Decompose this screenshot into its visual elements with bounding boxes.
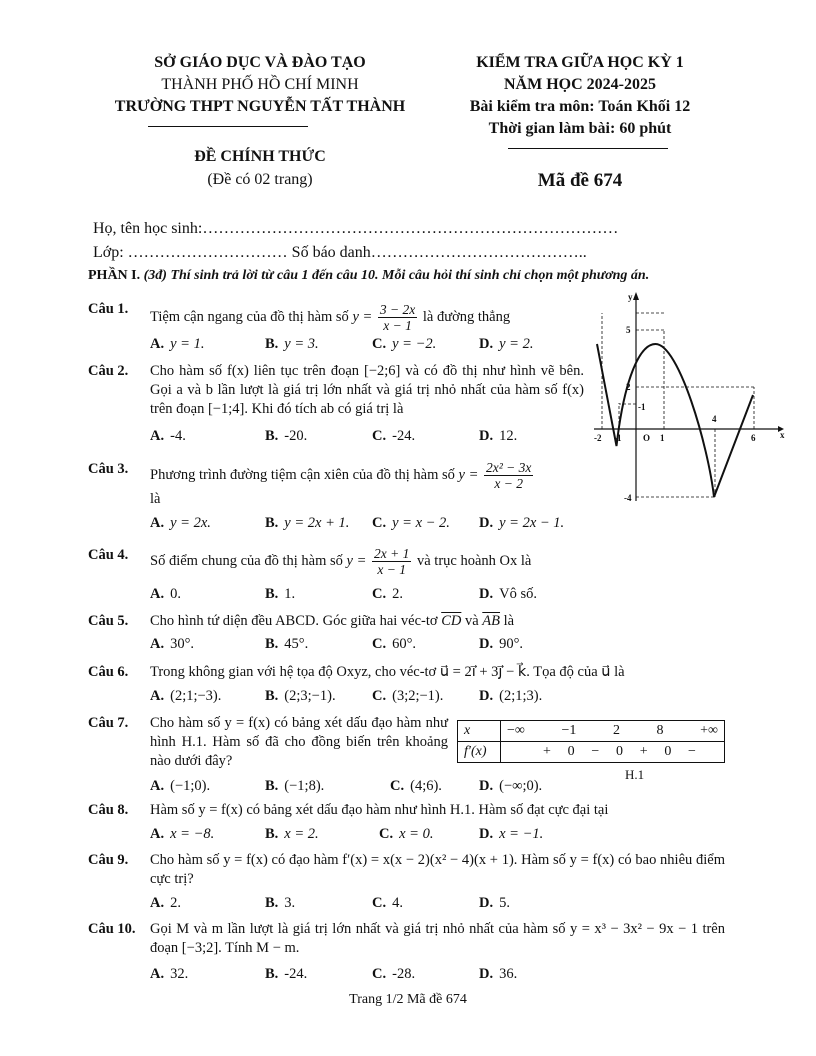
option-letter: D. <box>479 428 494 444</box>
q4-frac-den: x − 1 <box>377 562 406 577</box>
q7-option-b[interactable] <box>265 778 324 795</box>
question-6 <box>88 663 708 685</box>
q1-fraction <box>378 302 417 333</box>
option-letter: C. <box>372 636 387 652</box>
option-letter: D. <box>479 586 494 602</box>
option-letter: A. <box>150 688 165 704</box>
option-text: 45°. <box>284 636 309 652</box>
q3-frac-num: 2x² − 3x <box>486 460 532 475</box>
question-text <box>150 302 510 333</box>
option-text: 0. <box>170 586 181 602</box>
q4-lhs: y = <box>346 552 367 569</box>
option-text: -20. <box>284 428 308 444</box>
x-label-1: 1 <box>660 433 665 443</box>
option-text: (2;1;−3). <box>170 688 222 704</box>
function-graph <box>588 286 788 516</box>
exam-code: Mã đề 674 <box>537 170 623 191</box>
option-letter: A. <box>150 428 165 444</box>
option-letter: B. <box>265 778 279 794</box>
option-letter: B. <box>265 826 279 842</box>
option-letter: A. <box>150 826 165 842</box>
option-text: 3. <box>284 895 296 911</box>
q5-option-c[interactable] <box>372 636 416 653</box>
q2-option-c[interactable] <box>372 428 415 445</box>
option-text: 5. <box>499 895 510 911</box>
q4-fraction <box>372 546 411 577</box>
option-letter: B. <box>265 966 279 982</box>
sign-1: + <box>543 744 551 759</box>
option-text: y = 2x + 1. <box>284 515 350 531</box>
q9-option-a[interactable] <box>150 895 181 912</box>
option-letter: B. <box>265 515 279 531</box>
page-footer: Trang 1/2 Mã đề 674 <box>349 992 467 1007</box>
option-letter: D. <box>479 895 494 911</box>
y-label-neg4: -4 <box>624 493 632 503</box>
student-class-line: Lớp: ………………………… Số báo danh………………………………….. <box>93 244 587 261</box>
option-letter: B. <box>265 336 279 352</box>
x-neg-inf: −∞ <box>507 723 525 738</box>
q6-option-a[interactable] <box>150 688 221 705</box>
question-text: Cho hàm số y = f(x) có đạo hàm f′(x) = x(x − 2)(x² − 4)(x + 1). Hàm số y = f(x) có bao nhiêu điểm cực trị? <box>150 852 725 887</box>
option-text: Vô số. <box>499 586 537 602</box>
q5-option-a[interactable] <box>150 636 194 653</box>
option-text: 30°. <box>170 636 195 652</box>
option-letter: A. <box>150 636 165 652</box>
option-letter: D. <box>479 778 494 794</box>
option-letter: C. <box>390 778 405 794</box>
option-text: (4;6). <box>410 778 442 794</box>
x-label-neg1: -1 <box>614 433 622 443</box>
q3-option-a[interactable] <box>150 515 211 532</box>
q6-option-b[interactable] <box>265 688 336 705</box>
option-text: y = 1. <box>170 336 205 352</box>
option-letter: C. <box>372 966 387 982</box>
q1-frac-den: x − 1 <box>383 318 412 333</box>
q10-option-d[interactable] <box>479 966 517 983</box>
official-label: ĐỀ CHÍNH THỨC <box>194 148 326 165</box>
question-number: Câu 2. <box>88 363 129 379</box>
subject: Bài kiểm tra môn: Toán Khối 12 <box>469 98 691 115</box>
q10-option-b[interactable] <box>265 966 307 983</box>
q3-option-b[interactable] <box>265 515 349 532</box>
y-axis-label: y <box>628 292 633 302</box>
origin-label: O <box>643 433 651 443</box>
option-text: 60°. <box>392 636 417 652</box>
option-text: y = 3. <box>284 336 319 352</box>
q4-option-b[interactable] <box>265 586 295 603</box>
q8-option-b[interactable] <box>265 826 319 843</box>
q2-option-a[interactable] <box>150 428 186 445</box>
department-name: SỞ GIÁO DỤC VÀ ĐÀO TẠO <box>154 54 366 71</box>
question-text: Gọi M và m lần lượt là giá trị lớn nhất và giá trị nhỏ nhất của hàm số y = x³ − 3x² − 9x − 1 trên đoạn [−3;2]. Tính M − m. <box>150 921 725 956</box>
q7-option-c[interactable] <box>390 778 442 795</box>
page-count-note: (Đề có 02 trang) <box>207 171 313 188</box>
option-letter: B. <box>265 428 279 444</box>
q4-option-c[interactable] <box>372 586 403 603</box>
option-letter: A. <box>150 586 165 602</box>
y-label-neg1: -1 <box>638 402 646 412</box>
x-axis-label: x <box>780 430 785 440</box>
option-letter: C. <box>372 336 387 352</box>
q1-frac-num: 3 − 2x <box>379 302 416 317</box>
q2-option-d[interactable] <box>479 428 517 445</box>
option-text: -24. <box>284 966 308 982</box>
option-letter: D. <box>479 966 494 982</box>
q3-frac-den: x − 2 <box>494 476 524 491</box>
q3-option-c[interactable] <box>372 515 450 532</box>
question-text: Hàm số y = f(x) có bảng xét dấu đạo hàm như hình H.1. Hàm số đạt cực đại tại <box>150 802 609 818</box>
sign-table-x-values <box>501 721 725 742</box>
question-number: Câu 5. <box>88 613 129 629</box>
zero-2: 0 <box>615 744 623 759</box>
sign-table-signs <box>501 742 725 763</box>
part-instructions: (3đ) Thí sinh trả lời từ câu 1 đến câu 10. Mỗi câu hỏi thí sinh chỉ chọn một phương án. <box>143 268 650 283</box>
option-text: y = −2. <box>392 336 437 352</box>
question-number: Câu 1. <box>88 301 129 317</box>
q1-text-before: Tiệm cận ngang của đồ thị hàm số <box>150 308 349 325</box>
question-8 <box>88 801 708 823</box>
q5-text-before: Cho hình tứ diện đều ABCD. Góc giữa hai véc-tơ <box>150 613 438 629</box>
q10-option-c[interactable] <box>372 966 415 983</box>
option-text: (3;2;−1). <box>392 688 444 704</box>
q4-option-d[interactable] <box>479 586 537 603</box>
option-letter: C. <box>372 586 387 602</box>
q8-option-d[interactable] <box>479 826 543 843</box>
option-text: -28. <box>392 966 416 982</box>
q5-text-after: là <box>503 613 515 629</box>
question-number: Câu 7. <box>88 715 129 731</box>
x-label-4: 4 <box>712 414 717 424</box>
option-text: -4. <box>170 428 186 444</box>
option-text: -24. <box>392 428 416 444</box>
option-text: x = −1. <box>499 826 544 842</box>
q4-text-after: và trục hoành Ox là <box>417 552 532 569</box>
q4-option-a[interactable] <box>150 586 181 603</box>
option-letter: B. <box>265 636 279 652</box>
option-letter: D. <box>479 515 494 531</box>
question-text <box>150 460 535 491</box>
option-letter: C. <box>379 826 394 842</box>
option-text: y = 2x. <box>170 515 211 531</box>
option-letter: C. <box>372 895 387 911</box>
option-letter: C. <box>372 515 387 531</box>
question-text: Cho hàm số y = f(x) có bảng xét dấu đạo hàm như hình H.1. Hàm số đã cho đồng biến trên khoảng nào dưới đây? <box>150 715 448 769</box>
question-4 <box>88 546 648 586</box>
q4-text-before: Số điểm chung của đồ thị hàm số <box>150 552 343 569</box>
header-divider-right <box>508 148 668 149</box>
q1-option-c[interactable] <box>372 336 436 353</box>
sign-table-row-x <box>458 721 725 742</box>
sign-table <box>457 720 725 763</box>
x-label-neg2: -2 <box>594 433 602 443</box>
option-letter: B. <box>265 586 279 602</box>
option-text: (−∞;0). <box>499 778 543 794</box>
header-divider-left <box>148 126 308 127</box>
q1-option-a[interactable] <box>150 336 204 353</box>
option-text: x = 2. <box>284 826 319 842</box>
q1-lhs: y = <box>352 308 373 325</box>
sign-table-header-fprime: f′(x) <box>458 742 501 763</box>
option-text: (−1;0). <box>170 778 211 794</box>
q10-option-a[interactable] <box>150 966 188 983</box>
option-text: 12. <box>499 428 518 444</box>
sign-2: − <box>591 744 600 759</box>
y-axis-arrow <box>633 292 639 300</box>
question-9 <box>88 851 728 891</box>
option-text: 4. <box>392 895 403 911</box>
q5-mid: và <box>464 613 479 629</box>
q1-option-b[interactable] <box>265 336 319 353</box>
sign-table-row-fprime <box>458 742 725 763</box>
option-text: y = x − 2. <box>392 515 450 531</box>
q9-option-c[interactable] <box>372 895 403 912</box>
question-text <box>150 612 514 631</box>
option-letter: D. <box>479 636 494 652</box>
q1-text-after: là đường thẳng <box>422 308 511 325</box>
zero-1: 0 <box>567 744 575 759</box>
option-letter: A. <box>150 895 165 911</box>
question-7 <box>88 714 448 774</box>
option-letter: A. <box>150 515 165 531</box>
question-number: Câu 10. <box>88 921 136 937</box>
question-2 <box>88 362 588 422</box>
question-number: Câu 3. <box>88 461 129 477</box>
sign-table-caption: H.1 <box>625 767 645 782</box>
city-name: THÀNH PHỐ HỒ CHÍ MINH <box>161 76 359 93</box>
x-pos-inf: +∞ <box>700 723 718 738</box>
x-8: 8 <box>656 723 664 738</box>
zero-3: 0 <box>664 744 672 759</box>
part-heading <box>88 268 649 284</box>
q9-option-d[interactable] <box>479 895 510 912</box>
y-label-5: 5 <box>626 325 631 335</box>
student-name-line: Họ, tên học sinh:…………………………………………………………………… <box>93 220 619 237</box>
option-text: 90°. <box>499 636 524 652</box>
q7-option-a[interactable] <box>150 778 210 795</box>
option-letter: A. <box>150 778 165 794</box>
option-letter: D. <box>479 826 494 842</box>
q9-option-b[interactable] <box>265 895 295 912</box>
option-text: x = 0. <box>399 826 434 842</box>
question-number: Câu 9. <box>88 852 129 868</box>
q2-option-b[interactable] <box>265 428 307 445</box>
function-curve <box>597 344 753 497</box>
option-letter: B. <box>265 688 279 704</box>
q3-text-before: Phương trình đường tiệm cận xiên của đồ thị hàm số <box>150 466 455 483</box>
option-text: x = −8. <box>170 826 215 842</box>
option-letter: B. <box>265 895 279 911</box>
question-number: Câu 6. <box>88 664 129 680</box>
x-minus-1: −1 <box>561 723 577 738</box>
x-2: 2 <box>612 723 620 738</box>
q6-option-c[interactable] <box>372 688 443 705</box>
option-text: 32. <box>170 966 189 982</box>
option-text: y = 2. <box>499 336 534 352</box>
option-text: 2. <box>170 895 181 911</box>
option-letter: D. <box>479 688 494 704</box>
q5-option-d[interactable] <box>479 636 523 653</box>
sign-table-header-x: x <box>458 721 501 742</box>
q5-option-b[interactable] <box>265 636 308 653</box>
guide-lines <box>602 313 754 497</box>
q3-text-after: là <box>150 491 161 507</box>
question-number: Câu 8. <box>88 802 129 818</box>
q4-frac-num: 2x + 1 <box>374 546 410 561</box>
question-text <box>150 546 531 577</box>
sign-3: + <box>639 744 648 759</box>
q8-option-c[interactable] <box>379 826 433 843</box>
question-number: Câu 4. <box>88 547 129 563</box>
question-5 <box>88 612 688 634</box>
option-text: 36. <box>499 966 518 982</box>
vector-cd: $\overline{CD}$ <box>441 613 462 629</box>
option-letter: C. <box>372 688 387 704</box>
option-text: 2. <box>392 586 403 602</box>
q7-option-d[interactable] <box>479 778 542 795</box>
vector-ab: $\overline{AB}$ <box>482 613 501 629</box>
option-text: (2;1;3). <box>499 688 543 704</box>
option-text: (−1;8). <box>284 778 325 794</box>
option-letter: A. <box>150 966 165 982</box>
part-title: PHẦN I. <box>88 268 141 283</box>
q3-option-d[interactable] <box>479 515 564 532</box>
question-10 <box>88 920 728 960</box>
option-text: (2;3;−1). <box>284 688 336 704</box>
school-year: NĂM HỌC 2024-2025 <box>504 76 656 93</box>
school-name: TRƯỜNG THPT NGUYỄN TẤT THÀNH <box>114 98 406 115</box>
q3-lhs: y = <box>458 466 479 483</box>
option-text: y = 2x − 1. <box>499 515 565 531</box>
question-3 <box>88 460 588 510</box>
question-text: Trong không gian với hệ tọa độ Oxyz, cho véc-tơ u⃗ = 2i⃗ + 3j⃗ − k⃗. Tọa độ của u⃗ là <box>150 664 625 680</box>
q8-option-a[interactable] <box>150 826 214 843</box>
option-letter: C. <box>372 428 387 444</box>
x-label-6: 6 <box>751 433 756 443</box>
sign-4: − <box>688 744 696 759</box>
q1-option-d[interactable] <box>479 336 533 353</box>
option-text: 1. <box>284 586 296 602</box>
y-label-2: 2 <box>626 382 631 392</box>
duration: Thời gian làm bài: 60 phút <box>488 120 672 137</box>
exam-title: KIỂM TRA GIỮA HỌC KỲ 1 <box>476 54 684 71</box>
option-letter: D. <box>479 336 494 352</box>
q6-option-d[interactable] <box>479 688 542 705</box>
option-letter: A. <box>150 336 165 352</box>
q3-fraction <box>484 460 533 491</box>
question-text: Cho hàm số f(x) liên tục trên đoạn [−2;6] và có đồ thị như hình vẽ bên. Gọi a và b lần lượt là giá trị lớn nhất và giá trị nhỏ nhất của hàm số f(x) trên đoạn [−1;4]. Khi đó tích ab có giá trị là <box>150 363 584 417</box>
